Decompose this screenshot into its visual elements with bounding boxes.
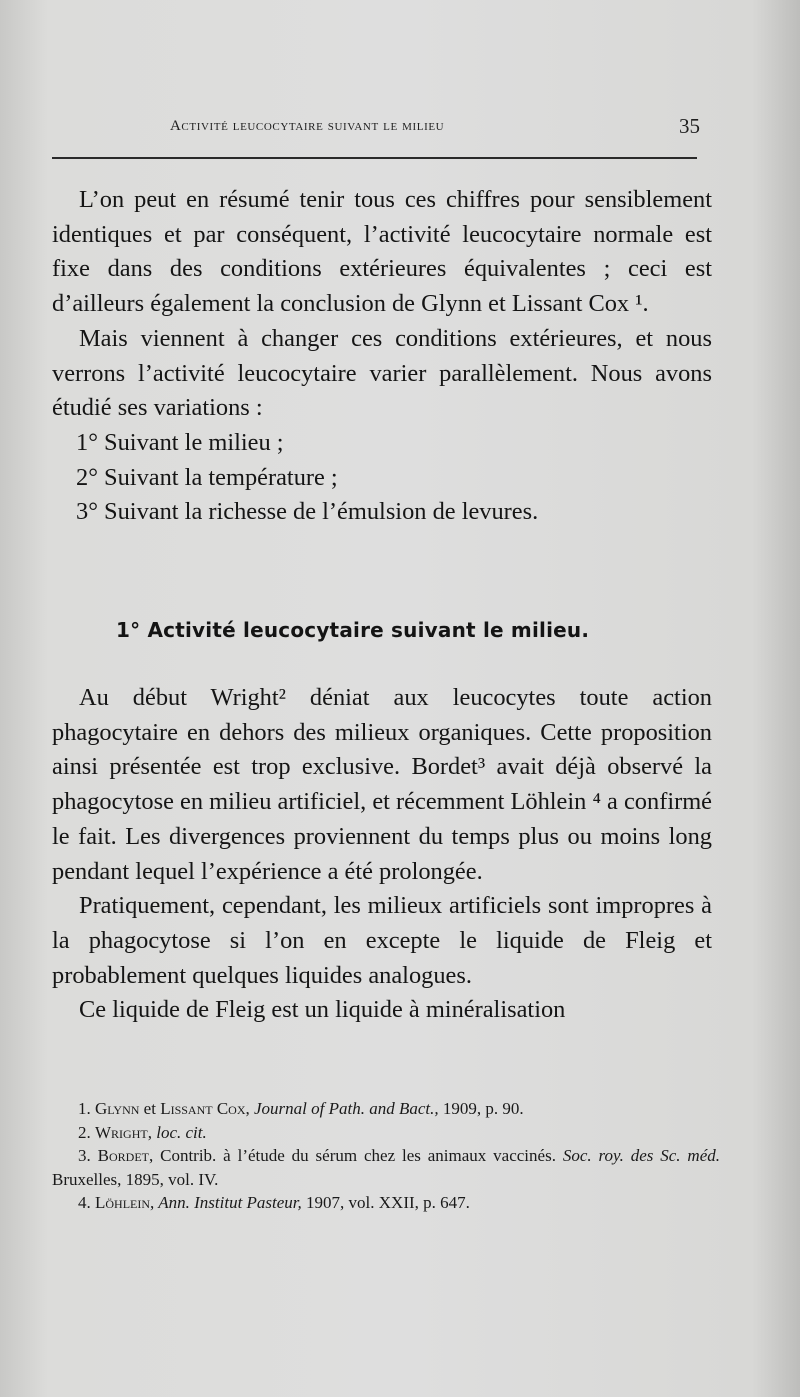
running-title: Activité leucocytaire suivant le milieu <box>170 118 445 134</box>
paragraph: Au début Wright² déniat aux leucocytes toute action phagocytaire en dehors des milieux organiques. Cette proposition ainsi présentée est trop exclusive. Bordet³ avait déjà observé la phagocytose en milieu artificiel, et récemment Löhlein ⁴ a confirmé le fait. Les divergences proviennent du temps plus ou moins long pendant lequel l’expérience a été prolongée. <box>52 684 713 885</box>
footnote-text: Contrib. à l’étude du sérum chez les animaux vaccinés. <box>153 1146 556 1165</box>
footnote-author: Glynn <box>95 1099 140 1118</box>
footnote-number: 3. <box>78 1146 91 1165</box>
paragraph: L’on peut en résumé tenir tous ces chiffres pour sensiblement identiques et par conséquent, l’activité leucocytaire normale est fixe dans des conditions extérieures équivalentes ; ceci est d’ailleurs également la conclusion de Glynn et Lissant Cox ¹. <box>52 186 712 318</box>
footnote-number: 4. <box>78 1193 91 1212</box>
footnote <box>52 1097 720 1121</box>
list-item: 1° Suivant le milieu ; <box>76 428 284 456</box>
footnote-journal: Journal of Path. and Bact., <box>249 1099 439 1118</box>
footnote-author: Löhlein, <box>95 1193 155 1212</box>
footnote-text: 1909, p. 90. <box>438 1099 524 1118</box>
paragraph: Mais viennent à changer ces conditions extérieures, et nous verrons l’activité leucocytaire varier parallèlement. Nous avons étudié ses variations : <box>52 324 712 422</box>
footnote-text: et <box>139 1099 161 1118</box>
footnote-author: Wright, <box>95 1122 152 1142</box>
footnote <box>52 1121 720 1145</box>
footnote-text: 1907, vol. XXII, p. 647. <box>301 1193 470 1212</box>
footnote-journal: Ann. Institut Pasteur, <box>154 1193 302 1212</box>
footnote-author: Bordet, <box>97 1146 154 1165</box>
page-number: 35 <box>679 114 700 138</box>
footnote-author: Lissant Cox, <box>160 1099 250 1118</box>
paragraph: Pratiquement, cependant, les milieux artificiels sont impropres à la phagocytose si l’on en excepte le liquide de Fleig et probablement quelques liquides analogues. <box>52 892 712 989</box>
list-item: 2° Suivant la température ; <box>76 463 338 491</box>
footnote <box>52 1144 720 1191</box>
footnotes <box>52 1097 720 1215</box>
text-block-top <box>52 183 712 530</box>
paragraph: Ce liquide de Fleig est un liquide à minéralisation <box>79 996 566 1024</box>
footnote-journal: loc. cit. <box>151 1122 207 1142</box>
text-block-bottom <box>52 681 712 1028</box>
running-head <box>52 114 702 140</box>
footnote-number: 2. <box>78 1122 91 1142</box>
header-rule <box>52 157 697 159</box>
footnote-journal: Soc. roy. des Sc. méd. <box>555 1146 721 1165</box>
footnote <box>52 1191 720 1215</box>
list-item: 3° Suivant la richesse de l’émulsion de levures. <box>76 498 539 526</box>
section-heading: 1° Activité leucocytaire suivant le milieu. <box>116 618 590 642</box>
footnote-text: Bruxelles, 1895, vol. IV. <box>52 1169 219 1189</box>
footnote-number: 1. <box>78 1099 91 1118</box>
